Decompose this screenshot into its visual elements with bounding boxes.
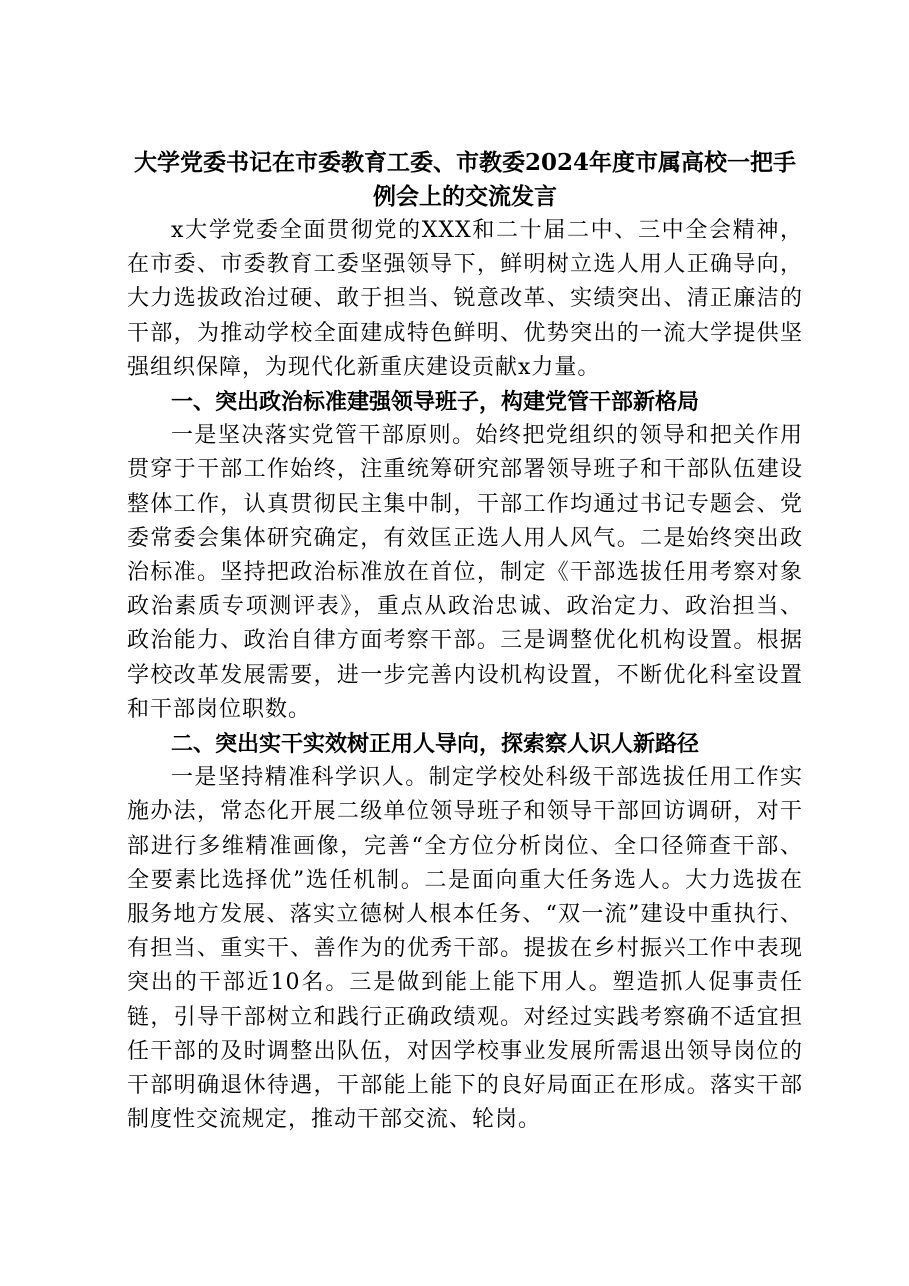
section-heading-2: 二、突出实干实效树正用人导向，探索察人识人新路径 bbox=[171, 731, 700, 758]
section-body-1: 一是坚决落实党管干部原则。始终把党组织的领导和把关作用贯穿于干部工作始终，注重统筹研究部署领导班子和干部队伍建设整体工作，认真贯彻民主集中制，干部工作均通过书记专题会、党委常委会集体研究确定，有效匡正选人用人风气。二是始终突出政治标准。坚持把政治标准放在首位，制定《干部选拔任用考察对象政治素质专项测评表》，重点从政治忠诚、政治定力、政治担当、政治能力、政治自律方面考察干部。三是调整优化机构设置。根据学校改革发展需要，进一步完善内设机构设置，不断优化科室设置和干部岗位职数。 bbox=[127, 423, 803, 722]
document-title: 大学党委书记在市委教育工委、市教委2024年度市属高校一把手例会上的交流发言 bbox=[133, 149, 796, 210]
section-body-2: 一是坚持精准科学识人。制定学校处科级干部选拔任用工作实施办法，常态化开展二级单位领导班子和领导干部回访调研，对干部进行多维精准画像，完善“全方位分析岗位、全口径筛查干部、全要素比选择优”选任机制。二是面向重大任务选人。大力选拔在服务地方发展、落实立德树人根本任务、“双一流”建设中重执行、有担当、重实干、善作为的优秀干部。提拔在乡村振兴工作中表现突出的干部近10名。三是做到能上能下用人。塑造抓人促事责任链，引导干部树立和践行正确政绩观。对经过实践考察确不适宜担任干部的及时调整出队伍，对因学校事业发展所需退出领导岗位的干部明确退休待遇，干部能上能下的良好局面正在形成。落实干部制度性交流规定，推动干部交流、轮岗。 bbox=[127, 765, 803, 1133]
section-heading-1: 一、突出政治标准建强领导班子，构建党管干部新格局 bbox=[171, 389, 700, 416]
intro-paragraph: x大学党委全面贯彻党的XXX和二十届二中、三中全会精神，在市委、市委教育工委坚强领导下，鲜明树立选人用人正确导向，大力选拔政治过硬、敢于担当、锐意改革、实绩突出、清正廉洁的干部，为推动学校全面建成特色鲜明、优势突出的一流大学提供坚强组织保障，为现代化新重庆建设贡献x力量。 bbox=[127, 218, 803, 380]
document-body bbox=[127, 146, 803, 1137]
